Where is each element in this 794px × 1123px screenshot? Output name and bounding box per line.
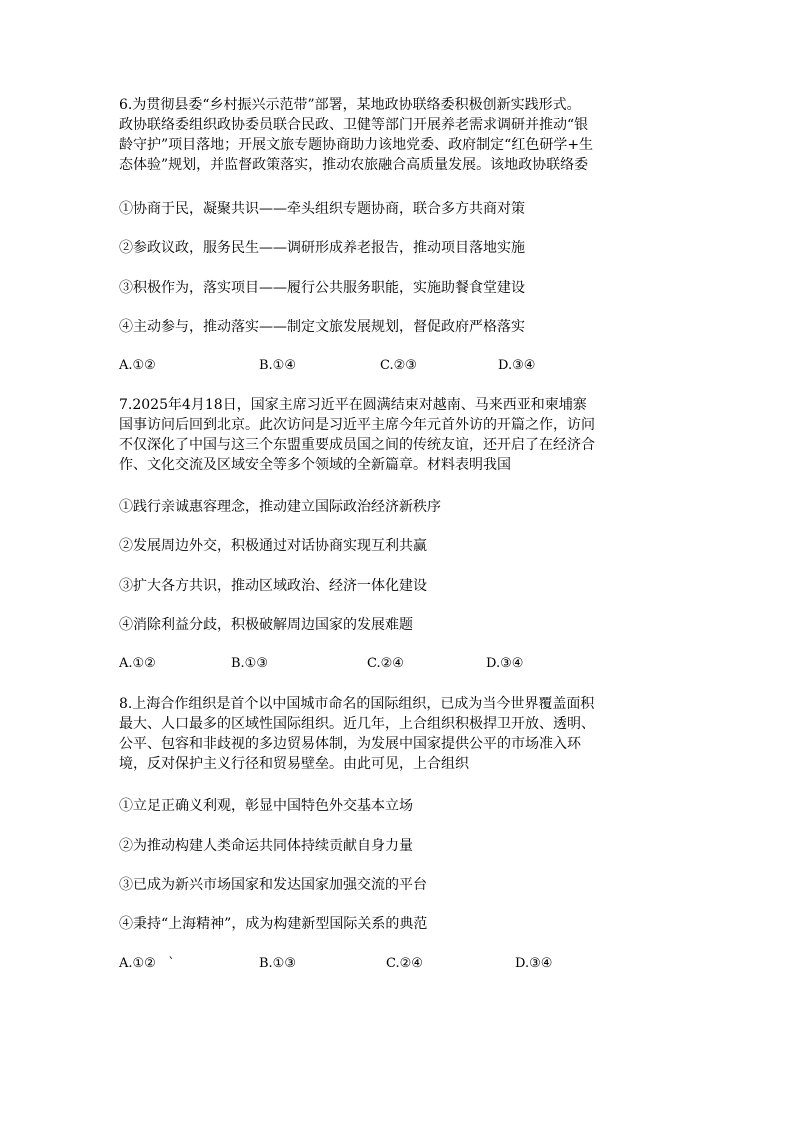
stem-line: 8.上海合作组织是首个以中国城市命名的国际组织，已成为当今世界覆盖面积 <box>119 696 595 712</box>
question-7-stem <box>119 395 679 475</box>
stem-line: 龄守护”项目落地；开展文旅专题协商助力该地党委、政府制定“红色研学+生 <box>119 137 594 153</box>
stem-line: 境，反对保护主义行径和贸易壁垒。由此可见，上合组织 <box>119 756 469 772</box>
question-8-option-2: ②为推动构建人类命运共同体持续贡献自身力量 <box>119 838 413 854</box>
stem-line: 政协联络委组织政协委员联合民政、卫健等部门开展养老需求调研并推动“银 <box>119 117 589 133</box>
stem-line: 公平、包容和非歧视的多边贸易体制，为发展中国家提供公平的市场准入环 <box>119 736 581 752</box>
stem-line: 国事访问后回到北京。此次访问是习近平主席今年元首外访的开篇之作，访问 <box>119 417 595 433</box>
answer-c: C.②④ <box>367 656 404 671</box>
question-8-stem <box>119 694 679 774</box>
question-6-option-3: ③积极作为，落实项目——履行公共服务职能，实施助餐食堂建设 <box>119 280 525 296</box>
question-6-option-4: ④主动参与，推动落实——制定文旅发展规划，督促政府严格落实 <box>119 319 525 335</box>
question-7-option-1: ①践行亲诚惠容理念，推动建立国际政治经济新秩序 <box>119 499 441 515</box>
answer-d: D.③④ <box>515 956 553 971</box>
question-8-option-1: ①立足正确义利观，彰显中国特色外交基本立场 <box>119 798 413 814</box>
answer-c: C.②④ <box>386 956 423 971</box>
answer-b: B.①④ <box>259 358 296 373</box>
stem-line: 7.2025年4月18日，国家主席习近平在圆满结束对越南、马来西亚和柬埔寨 <box>119 397 587 413</box>
question-8-option-3: ③已成为新兴市场国家和发达国家加强交流的平台 <box>119 877 427 893</box>
stem-line: 最大、人口最多的区域性国际组织。近几年，上合组织积极捍卫开放、透明、 <box>119 716 595 732</box>
answer-d: D.③④ <box>486 656 524 671</box>
question-6-option-2: ②参政议政，服务民生——调研形成养老报告，推动项目落地实施 <box>119 240 525 256</box>
question-7-option-4: ④消除利益分歧，积极破解周边国家的发展难题 <box>119 617 413 633</box>
answer-b: B.①③ <box>259 956 296 971</box>
stem-line: 6.为贯彻县委“乡村振兴示范带”部署，某地政协联络委积极创新实践形式。 <box>119 97 581 113</box>
question-8-option-4: ④秉持“上海精神”，成为构建新型国际关系的典范 <box>119 916 428 932</box>
answer-a: A.①② ` <box>119 956 175 971</box>
question-6-option-1: ①协商于民，凝聚共识——牵头组织专题协商，联合多方共商对策 <box>119 201 525 217</box>
answer-a: A.①② <box>119 656 156 671</box>
question-6-stem <box>119 95 679 175</box>
stem-line: 作、文化交流及区域安全等多个领域的全新篇章。材料表明我国 <box>119 457 511 473</box>
question-7-option-2: ②发展周边外交，积极通过对话协商实现互利共赢 <box>119 538 427 554</box>
answer-c: C.②③ <box>380 358 417 373</box>
answer-a: A.①② <box>119 358 156 373</box>
stem-line: 态体验”规划，并监督政策落实，推动农旅融合高质量发展。该地政协联络委 <box>119 157 589 173</box>
stem-line: 不仅深化了中国与这三个东盟重要成员国之间的传统友谊，还开启了在经济合 <box>119 437 595 453</box>
answer-b: B.①③ <box>231 656 268 671</box>
answer-d: D.③④ <box>498 358 536 373</box>
question-7-option-3: ③扩大各方共识，推动区域政治、经济一体化建设 <box>119 578 427 594</box>
